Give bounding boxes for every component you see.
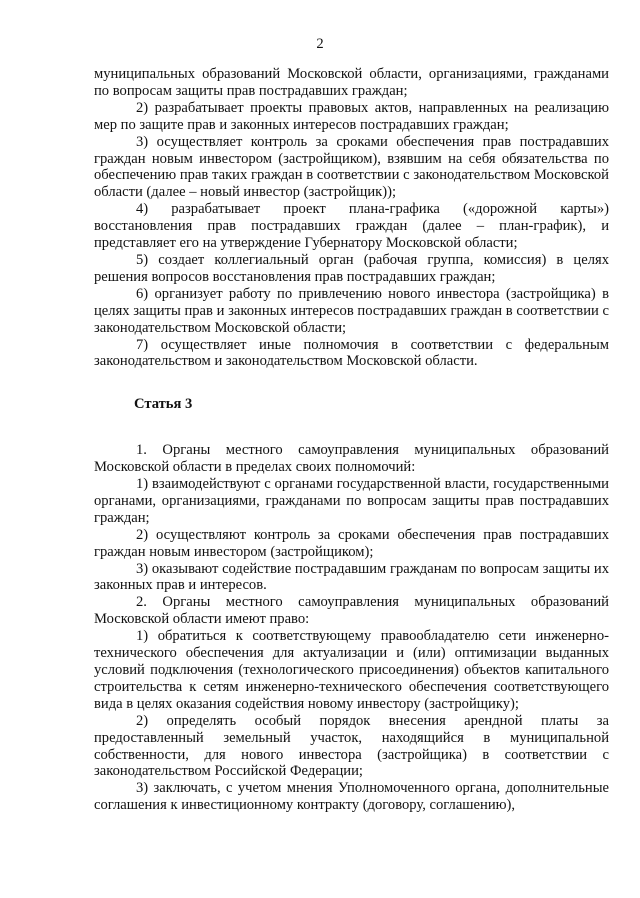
paragraph: 7) осуществляет иные полномочия в соответствии с федеральным законодательством и законодательством Московской области. bbox=[94, 336, 609, 370]
paragraph: 1) взаимодействуют с органами государственной власти, государственными органами, организациями, гражданами по вопросам защиты прав пострадавших граждан; bbox=[94, 476, 609, 526]
paragraph: 6) организует работу по привлечению нового инвестора (застройщика) в целях защиты прав и законных интересов пострадавших граждан в соответствии с законодательством Московской области; bbox=[94, 285, 609, 336]
paragraph: 1) обратиться к соответствующему правообладателю сети инженерно-технического обеспечения для актуализации и (или) оптимизации выданных условий подключения (технологического присоединения) объектов капитального строительства к сетям инженерно-технического обеспечения соответствующего вида в целях оказания содействия новому инвестору (застройщику); bbox=[94, 628, 609, 712]
article-heading: Статья 3 bbox=[134, 396, 193, 413]
paragraph: 2. Органы местного самоуправления муниципальных образований Московской области имеют право: bbox=[94, 594, 609, 628]
paragraph: 2) определять особый порядок внесения арендной платы за предоставленный земельный участок, находящийся в муниципальной собственности, для нового инвестора (застройщика) в соответствии с законодательством Российской Федерации; bbox=[94, 712, 609, 780]
paragraph: 3) заключать, с учетом мнения Уполномоченного органа, дополнительные соглашения к инвестиционному контракту (договору, соглашению), bbox=[94, 780, 609, 814]
paragraph: 1. Органы местного самоуправления муниципальных образований Московской области в пределах своих полномочий: bbox=[94, 442, 609, 476]
paragraph: 5) создает коллегиальный орган (рабочая группа, комиссия) в целях решения вопросов восстановления прав пострадавших граждан; bbox=[94, 251, 609, 285]
paragraph: 2) разрабатывает проекты правовых актов, направленных на реализацию мер по защите прав и законных интересов пострадавших граждан; bbox=[94, 99, 609, 133]
paragraph: 4) разрабатывает проект плана-графика («дорожной карты») восстановления прав пострадавших граждан (далее – план-график), и представляет его на утверждение Губернатору Московской области; bbox=[94, 201, 609, 252]
paragraph: 2) осуществляют контроль за сроками обеспечения прав пострадавших граждан новым инвестором (застройщиком); bbox=[94, 526, 609, 560]
paragraph: 3) оказывают содействие пострадавшим гражданам по вопросам защиты их законных прав и интересов. bbox=[94, 560, 609, 594]
paragraph-continuation: муниципальных образований Московской области, организациями, гражданами по вопросам защиты прав пострадавших граждан; bbox=[94, 66, 609, 99]
document-body bbox=[94, 66, 609, 814]
page-number: 2 bbox=[316, 36, 324, 52]
paragraph: 3) осуществляет контроль за сроками обеспечения прав пострадавших граждан новым инвестором (застройщиком), взявшим на себя обязательства по обеспечению прав таких граждан в соответствии с законодательством Московской области (далее – новый инвестор (застройщик)); bbox=[94, 133, 609, 201]
